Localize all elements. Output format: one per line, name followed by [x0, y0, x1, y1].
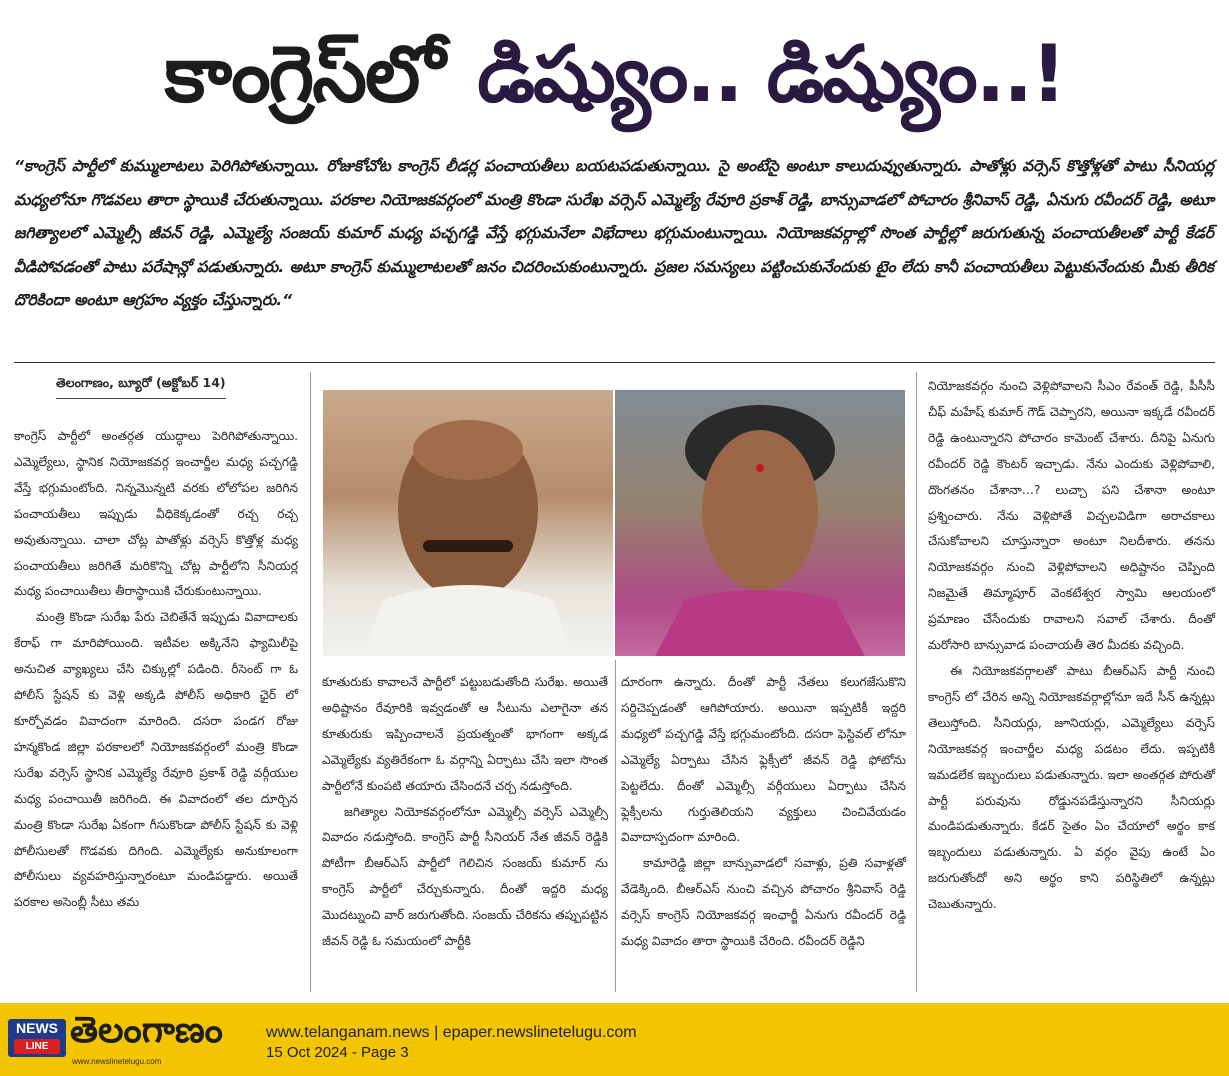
- paragraph: జగిత్యాల నియోకవర్గంలోనూ ఎమ్మెల్సీ వర్సెస్ ఎమ్మెల్సీ వివాదం నడుస్తోంది. కాంగ్రెస్ పార్టీ సీనియర్ నేత జీవన్ రెడ్డికి పోటీగా బీఆర్ఎస్ పార్టీలో గెలిచిన సంజయ్ కుమార్ ను కాంగ్రెస్ పార్టీలో చేర్చుకున్నారు. దీంతో ఇద్దరి మధ్య మొదట్నుంచి వార్ జరుగుతోంది. సంజయ్ చేరికను తప్పుపట్టిన జీవన్ రెడ్డి ఓ సమయంలో పార్టీకి: [322, 804, 608, 949]
- article-column-3: [621, 670, 906, 955]
- paragraph: కూతురుకు కావాలనే పార్టీలో పట్టుబడుతోంది సురేఖ. అయితే అధిష్టానం రేవూరికి ఇవ్వడంతో ఆ సీటును ఎలాగైనా తన కూతురుకు ఇప్పించాలనే ప్రయత్నంతో భాగంగా అక్కడ ఎమ్మెల్యేకు వ్యతిరేకంగా ఓ వర్గాన్ని ఏర్పాటు చేసి ఇలా సొంత పార్టీలోనే కుంపటి తయారు చేసిందనే చర్చ నడుస్తోంది.: [322, 675, 608, 793]
- lede-paragraph: “కాంగ్రెస్ పార్టీలో కుమ్ములాటలు పెరిగిపోతున్నాయి. రోజుకోచోట కాంగ్రెస్ లీడర్ల పంచాయతీలు బయటపడుతున్నాయి. సై అంటేసై అంటూ కాలుదువ్వుతున్నారు. పాతోళ్లు వర్సెస్ కొత్తోళ్లతో పాటు సీనియర్ల మధ్యలోనూ గొడవలు తారా స్థాయికి చేరుతున్నాయి. పరకాల నియోజకవర్గంలో మంత్రి కొండా సురేఖ వర్సెస్ ఎమ్మెల్యే రేవూరి ప్రకాశ్ రెడ్డి, బాన్సువాడలో పోచారం శ్రీనివాస్ రెడ్డి, ఏనుగు రవీందర్ రెడ్డి, అటూ జగిత్యాలలో ఎమ్మెల్సీ జీవన్ రెడ్డి, ఎమ్మెల్యే సంజయ్ కుమార్ మధ్య పచ్చగడ్డి వేస్తే భగ్గుమనేలా విభేదాలు భగ్గుమంటున్నాయి. నియోజకవర్గాల్లో సొంత పార్టీల్లో జరుగుతున్న పంచాయతీలతో పార్టీ కేడర్ వీడిపోవడంతో పాటు పరేషాన్లో పడుతున్నారు. అటూ కాంగ్రెస్ కుమ్ములాటలతో జనం చిదరించుకుంటున్నారు. ప్రజల సమస్యలు పట్టించుకునేందుకు టైం లేదు కానీ పంచాయతీలు పెట్టుకునేందుకు మీకు తీరిక దొరికిందా అంటూ ఆగ్రహం వ్యక్తం చేస్తున్నారు.“: [14, 157, 1214, 309]
- headline: [0, 10, 1229, 140]
- newsline-logo-bottom: LINE: [14, 1039, 60, 1054]
- brand-url: www.newslinetelugu.com: [72, 1057, 162, 1066]
- headline-part2: డిష్యుం.. డిష్యుం..!: [477, 30, 1065, 120]
- paragraph: దూరంగా ఉన్నారు. దీంతో పార్టీ నేతలు కలుగజేసుకొని సర్దిచెప్పడంతో ఆగిపోయారు. అయినా ఇప్పటికీ ఇద్దరి మధ్యలో పచ్చగడ్డి వేస్తే భగ్గుమంటోంది. దసరా ఫెస్టివల్ లోనూ ఎమ్మెల్యే ఏర్పాటు చేసిన ఫ్లెక్సీలో జీవన్ రెడ్డి ఫోటోను పెట్టలేదు. దీంతో ఎమ్మెల్సీ వర్గీయులు ఏర్పాటు చేసిన ఫ్లెక్సీలను గుర్తుతెలియని వ్యక్తులు చించివేయడం వివాదాస్పదంగా మారింది.: [621, 675, 906, 845]
- article-column-2: [322, 670, 608, 955]
- column-divider-3: [916, 372, 917, 992]
- newsline-logo-top: NEWS: [16, 1020, 58, 1036]
- photo-politician-man: [323, 390, 613, 656]
- dateline: తెలంగాణం, బ్యూరో (అక్టోబర్ 14): [56, 375, 226, 399]
- photo-politician-woman: [615, 390, 905, 656]
- paragraph: కాంగ్రెస్ పార్టీలో అంతర్గత యుద్ధాలు పెరిగిపోతున్నాయి. ఎమ్మెల్యేలు, స్థానిక నియోజకవర్గ ఇంచార్జీల మధ్య పచ్చగడ్డి వేస్తే భగ్గుమంటోంది. నిన్నమొన్నటి వరకు లోలోపల జరిగిన పంచాయతీలు ఇప్పుడు వీధికెక్కడంతో రచ్చ రచ్చ అవుతున్నాయి. చాలా చోట్ల పాతోళ్లు వర్సెస్ కొత్తోళ్ల మధ్య పంచాయతీలు జరిగితే మరికొన్ని చోట్ల పార్టీలోని సీనియర్ల మధ్య పంచాయితీలు తీరాస్థాయికి చేరుకుంటున్నాయి.: [14, 429, 298, 599]
- column-divider-1: [310, 372, 311, 992]
- article-column-1: [14, 424, 298, 916]
- footer-date-page: 15 Oct 2024 - Page 3: [266, 1044, 409, 1061]
- brand-logo: తెలంగాణం: [70, 1010, 223, 1051]
- column-divider-2: [615, 660, 616, 992]
- footer-websites[interactable]: www.telanganam.news | epaper.newslinetelugu.com: [266, 1024, 637, 1041]
- article-column-4: [928, 374, 1215, 918]
- paragraph: కామారెడ్డి జిల్లా బాన్సువాడలో సవాళ్లు, ప్రతి సవాళ్లతో వేడెక్కింది. బీఆర్ఎస్ నుంచి వచ్చిన పోచారం శ్రీనివాస్ రెడ్డి వర్సెస్ కాంగ్రెస్ నియోజకవర్గ ఇంఛార్జీ ఏనుగు రవీందర్ రెడ్డి మధ్య వివాదం తారా స్థాయికి చేరింది. రవీందర్ రెడ్డిని: [621, 856, 906, 949]
- paragraph: నియోజకవర్గం నుంచి వెళ్లిపోవాలని సీఎం రేవంత్ రెడ్డి, పీసీసీ చీఫ్ మహేష్ కుమార్ గౌడ్ చెప్పారని, అయినా ఇక్కడే రవీందర్ రెడ్డి ఉంటున్నారని పోచారం కామెంట్ చేశారు. దీనిపై ఏనుగు రవీందర్ రెడ్డి కౌంటర్ ఇచ్చాడు. నేను ఎందుకు వెళ్లిపోవాలి, దొంగతనం చేశానా…? లుచ్చా పని చేశానా అంటూ ప్రశ్నించారు. నేను వెళ్లిపోతే విచ్చలవిడిగా అరాచకాలు చేసుకోవాలని చూస్తున్నారా అంటూ నిలదీశారు. తనను నియోజకవర్గం నుంచి వెళ్లిపోవాలని అధిష్టానం చెప్పింది నిజమైతే తిమ్మాపూర్ వెంకటేశ్వర స్వామి ఆలయంలో ప్రమాణం చేసేందుకు రావాలని సవాల్ చేశారు. దీంతో మరోసారి బాన్సువాడ పంచాయతీ తెర మీదకు వచ్చింది.: [928, 379, 1215, 653]
- lede-divider: [14, 362, 1215, 363]
- photo-strip: [323, 390, 905, 656]
- paragraph: మంత్రి కొండా సురేఖ పేరు చెబితేనే ఇప్పుడు వివాదాలకు కేరాఫ్ గా మారిపోయింది. ఇటీవల అక్కినేని ఫ్యామిలీపై అనుచిత వ్యాఖ్యలు చేసి చిక్కుల్లో పడింది. రీసెంట్ గా ఓ పోలీస్ స్టేషన్ కు వెళ్లి అక్కడి పోలీస్ అధికారి ఛైర్ లో కూర్చోవడం వివాదంగా మారింది. దసరా పండగ రోజు హన్మకొండ జిల్లా పరకాలలో నియోజకవర్గంలో మంత్రి కొండా సురేఖ వర్సెస్ స్థానిక ఎమ్మెల్యే రేవూరి ప్రకాశ్ రెడ్డి వర్గీయుల మధ్య పంచాయితీ జరిగింది. ఈ వివాదంలో తల దూర్చిన మంత్రి కొండా సురేఖ ఏకంగా గీసుకొండా పోలీస్ స్టేషన్ కు వెళ్లి పోలీసులతో గొడవకు దిగింది. ఎమ్మెల్యేకు అనుకూలంగా పోలీసులు వ్యవహరిస్తున్నారంటూ మండిపడ్డారు. అయితే పరకాల అసెంబ్లీ సీటు తమ: [14, 610, 298, 910]
- headline-part1: కాంగ్రెస్‌లో: [164, 30, 444, 120]
- paragraph: ఈ నియోజకవర్గాలతో పాటు బీఆర్ఎస్ పార్టీ నుంచి కాంగ్రెస్ లో చేరిన అన్ని నియోజకవర్గాల్లోనూ ఇదే సీన్ ఉన్నట్లు తెలుస్తోంది. సీనియర్లు, జూనియర్లు, ఎమ్మెల్యేలు వర్సెస్ నియోజకవర్గ ఇంచార్జీల మధ్య పడటం లేదు. ఇప్పటికీ ఇమడలేక ఇబ్బందులు పడుతున్నారు. ఇలా అంతర్గత పోరుతో పార్టీ పరువును రోడ్డునపడేస్తున్నారని సీనియర్లు మండిపడుతున్నారు. కేడర్ సైతం ఏం చేయాలో అర్థం కాక ఇబ్బందులు పడుతున్నారు. ఏ వర్గం వైపు ఉంటే ఏం జరుగుతోందో అని అర్థం కాని పరిస్థితిలో ఉన్నట్లు చెబుతున్నారు.: [928, 663, 1215, 912]
